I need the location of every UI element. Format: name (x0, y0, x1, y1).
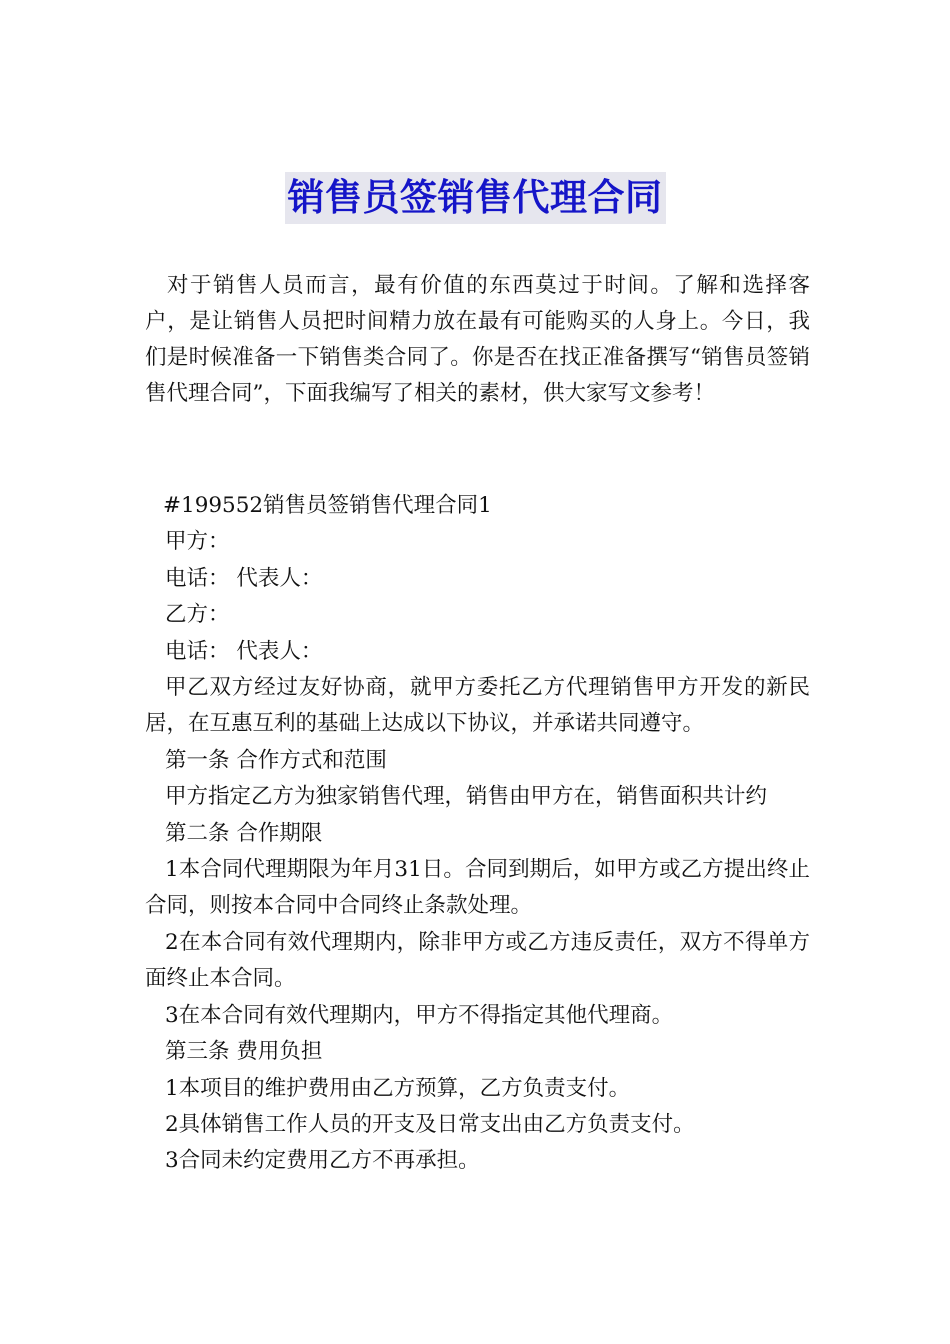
article-1-text: 甲方指定乙方为独家销售代理，销售由甲方在，销售面积共计约 (165, 784, 768, 810)
article-3-clause-2: 2具体销售工作人员的开支及日常支出由乙方负责支付。 (165, 1111, 695, 1137)
article-1-heading: 第一条 合作方式和范围 (165, 747, 387, 773)
party-a-label: 甲方： (165, 529, 230, 555)
title-container (0, 172, 950, 224)
document-title: 销售员签销售代理合同 (285, 172, 666, 224)
article-3-clause-3: 3合同未约定费用乙方不再承担。 (165, 1148, 480, 1174)
preamble-paragraph: 甲乙双方经过友好协商，就甲方委托乙方代理销售甲方开发的新民居，在互惠互利的基础上达成以下协议，并承诺共同遵守。 (145, 675, 810, 737)
intro-paragraph: 对于销售人员而言，最有价值的东西莫过于时间。了解和选择客户，是让销售人员把时间精力放在最有可能购买的人身上。今日，我们是时候准备一下销售类合同了。你是否在找正准备撰写“销售员签销售代理合同”，下面我编写了相关的素材，供大家写文参考！ (145, 273, 810, 406)
article-2-heading: 第二条 合作期限 (165, 820, 323, 846)
party-b-contact: 电话： 代表人： (165, 638, 323, 664)
party-b-label: 乙方： (165, 602, 230, 628)
contract-heading: #199552销售员签销售代理合同1 (163, 493, 492, 518)
article-2-clause-3: 3在本合同有效代理期内，甲方不得指定其他代理商。 (165, 1002, 674, 1028)
article-2-clause-1: 1本合同代理期限为年月31日。合同到期后，如甲方或乙方提出终止合同，则按本合同中合同终止条款处理。 (145, 857, 810, 919)
party-a-contact: 电话： 代表人： (165, 565, 323, 591)
article-3-heading: 第三条 费用负担 (165, 1039, 323, 1065)
contract-body (145, 488, 810, 1180)
article-3-clause-1: 1本项目的维护费用由乙方预算，乙方负责支付。 (165, 1075, 631, 1101)
article-2-clause-2: 2在本合同有效代理期内，除非甲方或乙方违反责任，双方不得单方面终止本合同。 (145, 929, 810, 992)
